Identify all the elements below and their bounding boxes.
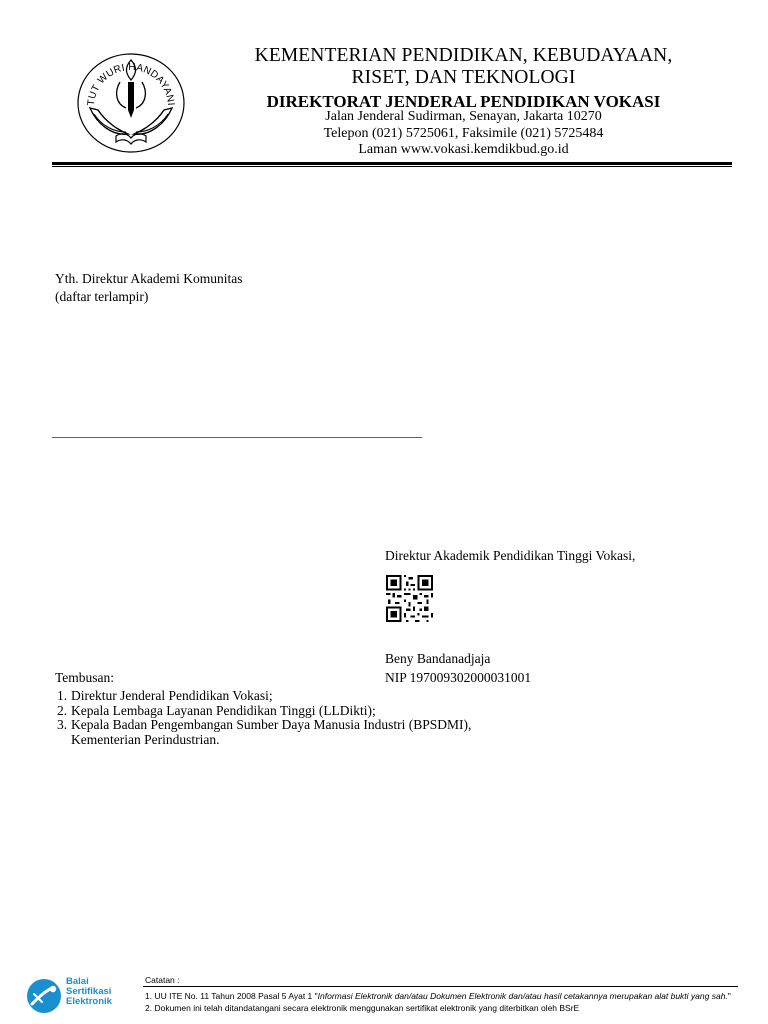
cc-list — [57, 689, 471, 747]
cc-label: Tembusan: — [55, 670, 115, 685]
signature-qr-code — [386, 575, 433, 622]
signatory-nip: NIP 197009302000031001 — [385, 670, 532, 685]
recipient-list-note: (daftar terlampir) — [55, 289, 149, 304]
logo-motto-text: TUT WURI HANDAYANI — [85, 61, 176, 107]
directorate-name: DIREKTORAT JENDERAL PENDIDIKAN VOKASI — [266, 92, 661, 111]
bsre-name: Balai Sertifikasi Elektronik — [66, 976, 112, 1007]
separator-line — [52, 437, 422, 438]
list-item: 3. Kepala Badan Pengembangan Sumber Daya Manusia Industri (BPSDMI), — [57, 717, 472, 732]
letterhead-phone: Telepon (021) 5725061, Faksimile (021) 5725484 — [323, 126, 604, 141]
letterhead-rule — [52, 162, 732, 165]
footer-note-2: 2. Dokumen ini telah ditandatangani secara elektronik menggunakan sertifikat elektronik yang diterbitkan oleh BSrE — [145, 1003, 580, 1013]
signatory-position: Direktur Akademik Pendidikan Tinggi Vokasi, — [385, 548, 636, 563]
list-item-continuation: Kementerian Perindustrian. — [71, 731, 220, 747]
tut-wuri-handayani-logo — [76, 52, 186, 154]
letterhead-address: Jalan Jenderal Sudirman, Senayan, Jakarta 10270 — [325, 109, 602, 124]
footer-rule — [143, 986, 738, 987]
letterhead-website: Laman www.vokasi.kemdikbud.go.id — [358, 142, 569, 157]
letterhead-rule-thin — [52, 166, 732, 167]
ministry-name-line1: KEMENTERIAN PENDIDIKAN, KEBUDAYAAN, — [254, 45, 673, 66]
recipient-line: Yth. Direktur Akademi Komunitas — [55, 271, 243, 286]
notes-label: Catatan : — [145, 975, 180, 985]
footer-note-1: 1. UU ITE No. 11 Tahun 2008 Pasal 5 Ayat 1 "Informasi Elektronik dan/atau Dokumen Elektronik dan/atau hasil cetakannya merupakan alat bukti yang sah." — [145, 991, 731, 1001]
list-item: 2. Kepala Lembaga Layanan Pendidikan Tinggi (LLDikti); — [57, 702, 376, 718]
ministry-name-line2: RISET, DAN TEKNOLOGI — [351, 67, 576, 88]
list-item: 1. Direktur Jenderal Pendidikan Vokasi; — [57, 688, 273, 703]
signatory-name: Beny Bandanadjaja — [385, 651, 491, 666]
